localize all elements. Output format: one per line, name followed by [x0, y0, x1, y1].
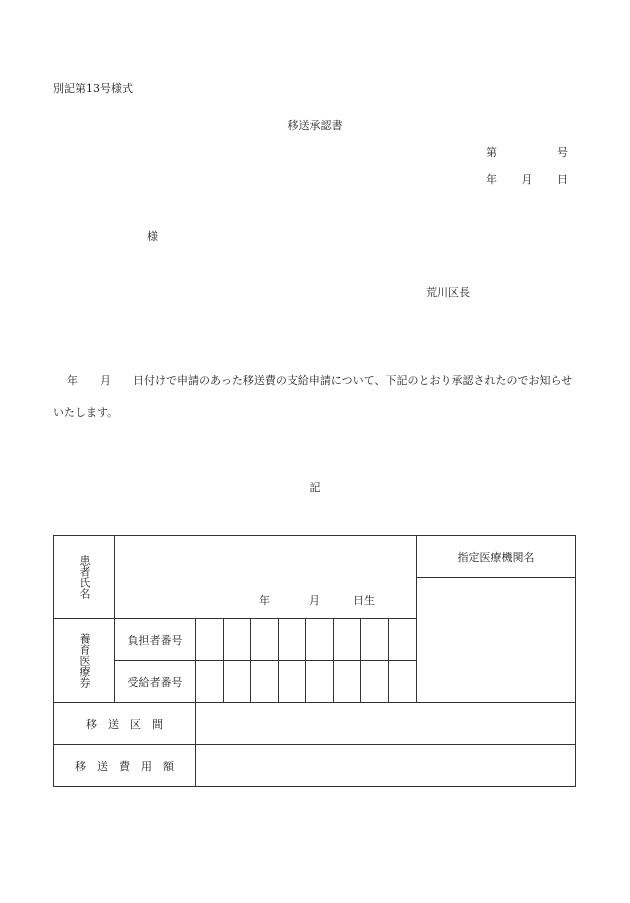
- recipient-digit-cell: [279, 661, 306, 703]
- payer-digit-cell: [361, 619, 389, 661]
- payer-digit-cell: [224, 619, 251, 661]
- recipient-digit-cell: [196, 661, 224, 703]
- transport-section-value-cell: [196, 703, 576, 745]
- transport-cost-label-cell: [54, 745, 196, 787]
- payer-digit-cell: [251, 619, 279, 661]
- body-paragraph: [53, 365, 583, 429]
- body-text: 日付けで申請のあった移送費の支給申請について、下記のとおり承認されたのでお知らせいたします。: [53, 374, 573, 419]
- body-month: 月: [100, 374, 111, 387]
- birth-month: 月: [309, 594, 320, 607]
- payer-number-label-cell: [115, 619, 196, 661]
- institution-value-cell: [417, 578, 576, 703]
- addressee-suffix: 様: [147, 230, 158, 243]
- birth-day: 日生: [353, 594, 375, 607]
- recipient-digit-cell: [224, 661, 251, 703]
- issuer-name: 荒川区長: [426, 286, 470, 299]
- issue-date-year: 年: [486, 173, 497, 186]
- document-title: 移送承認書: [287, 119, 343, 132]
- form-id: 別記第13号様式: [53, 82, 133, 95]
- recipient-digit-cell: [389, 661, 417, 703]
- recipient-digit-cell: [306, 661, 334, 703]
- voucher-label: 養育医療券: [78, 633, 91, 688]
- patient-name-cell: [115, 536, 417, 619]
- voucher-label-cell: [54, 619, 115, 703]
- issue-date: [486, 171, 568, 187]
- section-heading: 記: [309, 481, 321, 494]
- institution-label-cell: [417, 536, 576, 578]
- payer-digit-cell: [306, 619, 334, 661]
- recipient-digit-cell: [251, 661, 279, 703]
- recipient-number-label: 受給者番号: [127, 675, 183, 689]
- transport-section-label: 移 送 区 間: [86, 717, 163, 731]
- birth-year: 年: [259, 594, 270, 607]
- payer-digit-cell: [279, 619, 306, 661]
- institution-label: 指定医療機関名: [457, 550, 535, 564]
- doc-number-prefix: 第: [486, 146, 497, 159]
- payer-digit-cell: [389, 619, 417, 661]
- transport-cost-label: 移 送 費 用 額: [75, 759, 174, 773]
- issue-date-day: 日: [557, 173, 568, 186]
- transport-section-label-cell: [54, 703, 196, 745]
- issue-date-month: 月: [521, 173, 533, 186]
- patient-name-label: 患者氏名: [78, 555, 91, 599]
- payer-digit-cell: [334, 619, 361, 661]
- doc-number-suffix: 号: [557, 146, 568, 159]
- patient-name-label-cell: [54, 536, 115, 619]
- transport-cost-value-cell: [196, 745, 576, 787]
- recipient-digit-cell: [334, 661, 361, 703]
- payer-number-label: 負担者番号: [127, 633, 183, 647]
- document-number: [486, 144, 568, 160]
- body-year: 年: [67, 374, 78, 387]
- payer-digit-cell: [196, 619, 224, 661]
- approval-table: [53, 535, 576, 787]
- recipient-digit-cell: [361, 661, 389, 703]
- recipient-number-label-cell: [115, 661, 196, 703]
